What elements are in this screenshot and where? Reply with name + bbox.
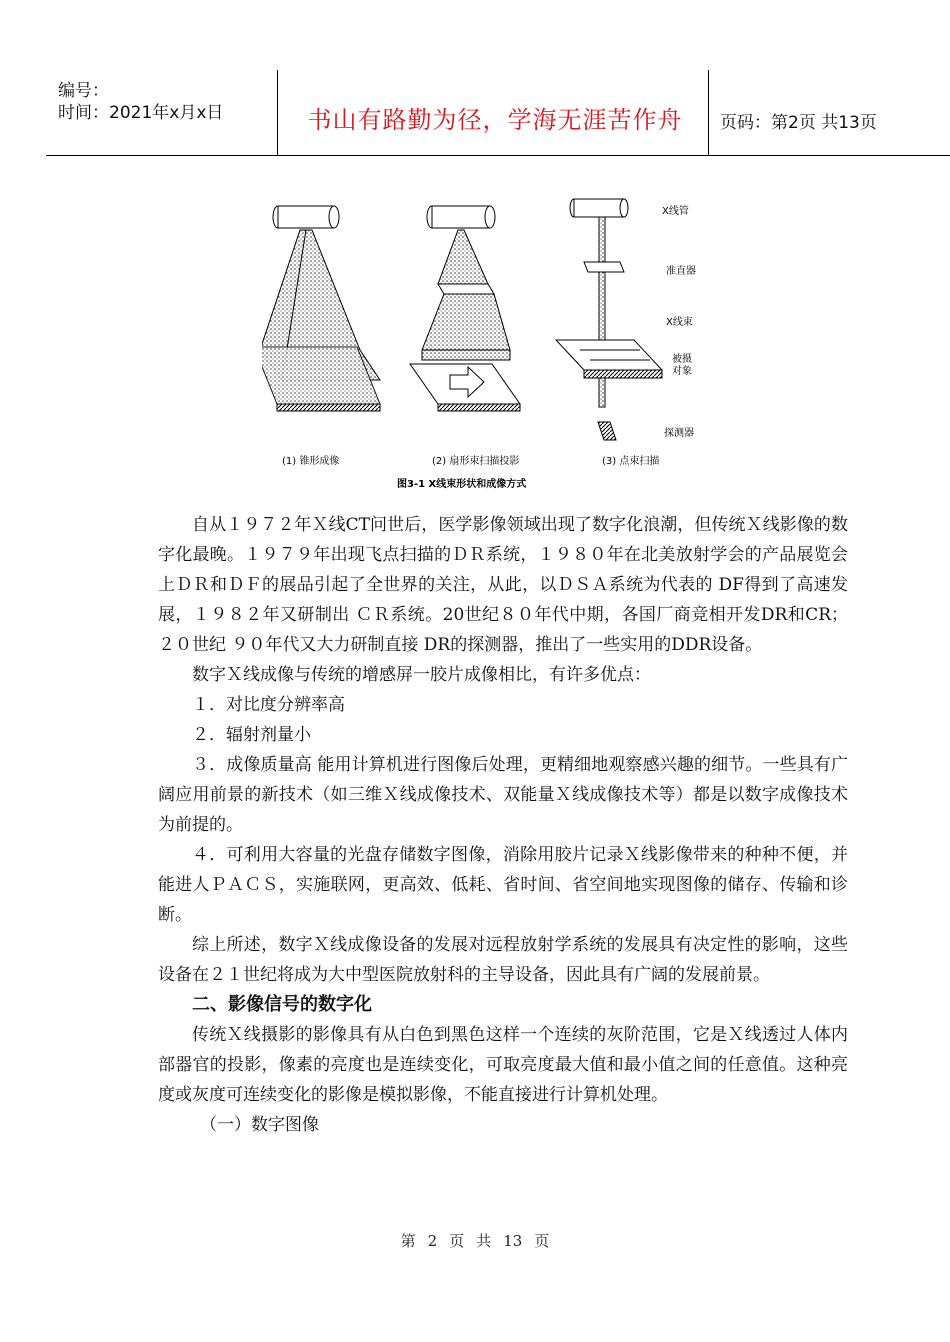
paragraph-analog: 传统Ｘ线摄影的影像具有从白色到黑色这样一个连续的灰阶范围，它是Ｘ线透过人体内部器官的投影，像素的亮度也是连续变化，可取亮度最大值和最小值之间的任意值。这种亮度或灰度可连续变化的影像是模拟影像，不能直接进行计算机处理。: [158, 1025, 848, 1105]
label-xray-tube: X线管: [662, 206, 689, 217]
label-xray-beam: X线束: [666, 317, 693, 328]
paragraph-advantages-intro: 数字Ｘ线成像与传统的增感屏一胶片成像相比，有许多优点：: [192, 665, 651, 685]
label-subject-1: 被摄: [672, 354, 692, 365]
header-divider: [708, 70, 709, 156]
footer-word: 页: [449, 1232, 465, 1250]
list-item: ３．成像质量高 能用计算机进行图像后处理，更精细地观察感兴趣的细节。一些具有广阔应用前景的新技术（如三维Ｘ线成像技术、双能量Ｘ线成像技术等）都是以数字成像技术为前提的。: [158, 755, 848, 835]
header-page-label: 页码：第2页 共13页: [720, 113, 877, 133]
body-text: [158, 510, 848, 1140]
section-heading: 二、影像信号的数字化: [192, 994, 372, 1015]
header-rule: [46, 155, 950, 156]
page-footer: [0, 1230, 950, 1251]
subcaption-cone: (1) 锥形成像: [282, 456, 340, 467]
subcaption-point: (3) 点束扫描: [602, 456, 660, 467]
paragraph-summary: 综上所述，数字Ｘ线成像设备的发展对远程放射学系统的发展具有决定性的影响，这些设备在２１世纪将成为大中型医院放射科的主导设备，因此具有广阔的发展前景。: [158, 935, 848, 985]
figure-xray-beam: [262, 192, 722, 497]
label-subject-2: 对象: [672, 366, 692, 377]
header-divider: [277, 70, 278, 156]
subsection-heading: （一）数字图像: [200, 1115, 319, 1135]
figure-caption: 图3-1 X线束形状和成像方式: [397, 479, 527, 490]
xray-beam-diagram: [262, 192, 722, 497]
footer-word: 第: [400, 1232, 416, 1250]
footer-word: 页: [534, 1232, 550, 1250]
list-item: １．对比度分辨率高: [192, 695, 345, 715]
subcaption-fan: (2) 扇形束扫描投影: [432, 456, 520, 467]
page-header: [46, 70, 950, 156]
time-label: 时间：2021年x月x日: [58, 103, 224, 123]
point-beam-drawing: [556, 199, 662, 440]
label-detector: 探测器: [664, 428, 694, 439]
number-label: 编号：: [58, 81, 109, 101]
list-item: ４．可利用大容量的光盘存储数字图像，消除用胶片记录Ｘ线影像带来的种种不便，并能进人ＰＡＣＳ，实施联网，更高效、低耗、省时间、省空间地实现图像的储存、传输和诊断。: [158, 845, 848, 925]
paragraph-history: 自从１９７２年Ｘ线CT问世后，医学影像领域出现了数字化浪潮，但传统Ｘ线影像的数字化最晚。１９７９年出现飞点扫描的ＤＲ系统，１９８０年在北美放射学会的产品展览会上ＤＲ和ＤＦ的展品引起了全世界的关注，从此，以ＤＳＡ系统为代表的 DF得到了高速发展，１９８２年又研制出 ＣＲ系统。20世纪８０年代中期，各国厂商竞相开发DR和CR；２０世纪 ９０年代又大力研制直接 DR的探测器，推出了一些实用的DDR设备。: [158, 515, 848, 655]
footer-page-number: 2: [427, 1232, 438, 1250]
header-meta: [58, 80, 223, 124]
footer-page-total: 13: [503, 1232, 523, 1250]
footer-word: 共: [476, 1232, 492, 1250]
header-motto: 书山有路勤为径，学海无涯苦作舟: [307, 106, 683, 134]
list-item: ２．辐射剂量小: [192, 725, 311, 745]
fan-beam-drawing: [410, 206, 520, 411]
cone-beam-drawing: [262, 206, 380, 411]
label-collimator: 准直器: [666, 266, 696, 277]
